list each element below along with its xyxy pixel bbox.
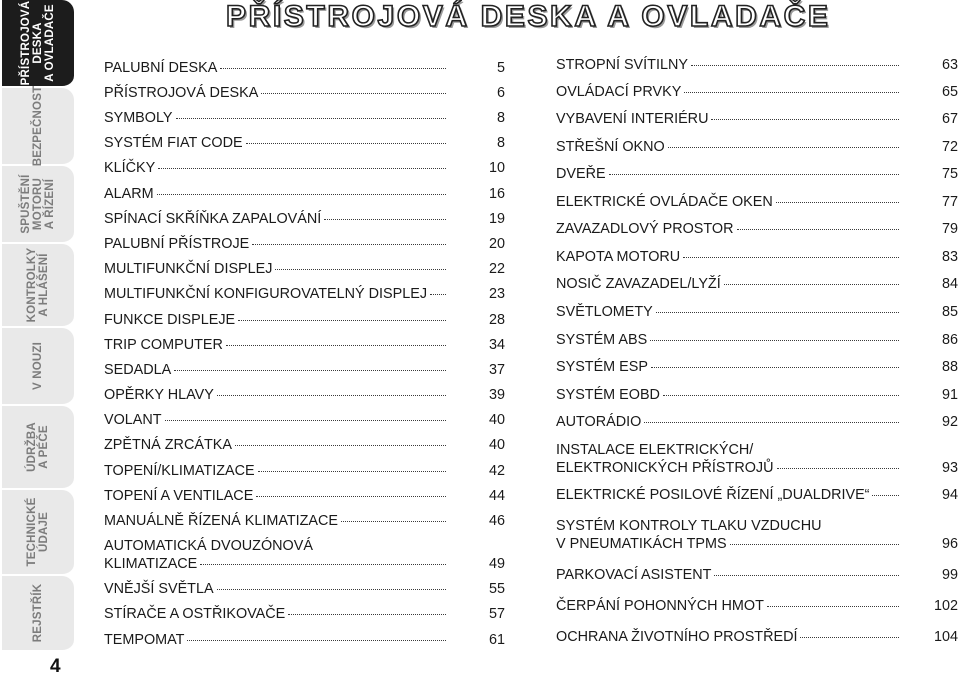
toc-entry-label: SEDADLA xyxy=(104,362,172,378)
toc-entry-page xyxy=(449,60,505,77)
tab-technicke-udaje[interactable] xyxy=(2,490,74,576)
toc-entry[interactable] xyxy=(556,84,958,101)
dot-leader xyxy=(872,495,899,496)
toc-entry[interactable] xyxy=(556,221,958,238)
dot-leader xyxy=(711,119,899,120)
page-ref: 85 xyxy=(941,304,958,320)
tab-label: PŘÍSTROJOVÁ DESKA A OVLADAČE xyxy=(20,0,56,86)
toc-entry-label: SYSTÉM ABS xyxy=(556,332,648,348)
toc-entry-label: KLIMATIZACE xyxy=(104,556,198,572)
toc-entry-page xyxy=(902,166,958,183)
toc-entry-label: STROPNÍ SVÍTILNY xyxy=(556,57,688,73)
page-ref: 55 xyxy=(488,581,505,597)
toc-entry-label-line1: AUTOMATICKÁ DVOUZÓNOVÁ xyxy=(104,538,313,554)
toc-entry-page xyxy=(902,536,958,553)
dot-leader xyxy=(609,174,899,175)
toc-entry-page xyxy=(449,261,505,278)
toc-entry-label: NOSIČ ZAVAZADEL/LYŽÍ xyxy=(556,276,721,292)
toc-entry[interactable] xyxy=(104,261,505,278)
toc-entry[interactable] xyxy=(104,135,505,152)
toc-entry-page xyxy=(902,359,958,376)
toc-entry-label: SYSTÉM EOBD xyxy=(556,387,660,403)
page-ref: 20 xyxy=(488,236,505,252)
page-ref: 61 xyxy=(488,632,505,648)
toc-entry-page xyxy=(449,236,505,253)
toc-entry[interactable] xyxy=(104,606,505,623)
toc-entry-page xyxy=(449,488,505,505)
tab-kontrolky[interactable] xyxy=(2,244,74,328)
dot-leader xyxy=(683,257,899,258)
toc-entry-page xyxy=(902,332,958,349)
dot-leader xyxy=(656,312,899,313)
page-ref: 67 xyxy=(941,111,958,127)
page-ref: 40 xyxy=(488,437,505,453)
toc-entry-label: ZAVAZADLOVÝ PROSTOR xyxy=(556,221,734,237)
toc-entry[interactable] xyxy=(104,85,505,102)
toc-entry-label: MULTIFUNKČNÍ KONFIGUROVATELNÝ DISPLEJ xyxy=(104,286,428,302)
dot-leader xyxy=(217,589,446,590)
toc-entry-label: VOLANT xyxy=(104,412,162,428)
dot-leader xyxy=(644,422,899,423)
toc-entry[interactable] xyxy=(556,536,958,553)
toc-entry-page xyxy=(902,139,958,156)
page-ref: 104 xyxy=(933,629,958,645)
toc-entry-label: KLÍČKY xyxy=(104,160,156,176)
toc-entry-page xyxy=(449,412,505,429)
page-ref: 77 xyxy=(941,194,958,210)
toc-entry[interactable] xyxy=(104,437,505,454)
page-ref: 63 xyxy=(941,57,958,73)
toc-entry-label: TEMPOMAT xyxy=(104,632,185,648)
toc-entry[interactable] xyxy=(556,567,958,584)
dot-leader xyxy=(663,395,899,396)
dot-leader xyxy=(258,471,446,472)
dot-leader xyxy=(288,614,446,615)
toc-entry-label: MULTIFUNKČNÍ DISPLEJ xyxy=(104,261,273,277)
dot-leader xyxy=(220,68,446,69)
toc-entry[interactable] xyxy=(104,211,505,228)
page-ref: 96 xyxy=(941,536,958,552)
dot-leader xyxy=(767,606,899,607)
toc-entry[interactable] xyxy=(104,412,505,429)
toc-entry-label: DVEŘE xyxy=(556,166,606,182)
toc-entry-label: V PNEUMATIKÁCH TPMS xyxy=(556,536,727,552)
toc-entry-page xyxy=(902,194,958,211)
tab-bezpecnost[interactable] xyxy=(2,85,74,167)
toc-entry[interactable] xyxy=(556,57,958,74)
toc-entry[interactable] xyxy=(556,304,958,321)
toc-entry-page xyxy=(449,632,505,649)
dot-leader xyxy=(261,93,446,94)
toc-entry[interactable] xyxy=(104,236,505,253)
toc-entry-page xyxy=(902,387,958,404)
dot-leader xyxy=(800,637,899,638)
toc-entry-page xyxy=(902,487,958,504)
toc-entry-page xyxy=(902,111,958,128)
dot-leader xyxy=(174,370,446,371)
dot-leader xyxy=(651,367,899,368)
page-ref: 8 xyxy=(496,110,505,126)
chapter-sidebar xyxy=(0,0,76,678)
tab-label: ÚDRŽBA A PÉČE xyxy=(26,422,50,472)
toc-entry[interactable] xyxy=(104,463,505,480)
toc-entry-page xyxy=(902,414,958,431)
page-ref: 65 xyxy=(941,84,958,100)
page-ref: 5 xyxy=(496,60,505,76)
page-ref: 93 xyxy=(941,460,958,476)
toc-entry-page xyxy=(449,362,505,379)
page-ref: 86 xyxy=(941,332,958,348)
toc-entry[interactable] xyxy=(104,286,505,303)
toc-entry-page xyxy=(449,556,505,573)
toc-entry-label: ČERPÁNÍ POHONNÝCH HMOT xyxy=(556,598,764,614)
page-ref: 72 xyxy=(941,139,958,155)
page-ref: 88 xyxy=(941,359,958,375)
toc-entry[interactable] xyxy=(104,160,505,177)
dot-leader xyxy=(275,269,446,270)
tab-label: SPUŠTĚNÍ MOTORU A ŘÍZENÍ xyxy=(20,174,56,234)
toc-entry-label: PALUBNÍ DESKA xyxy=(104,60,218,76)
toc-entry-label: SYSTÉM FIAT CODE xyxy=(104,135,243,151)
toc-entry[interactable] xyxy=(556,487,958,504)
toc-entry[interactable] xyxy=(104,556,505,573)
page-ref: 19 xyxy=(488,211,505,227)
toc-entry-label: OVLÁDACÍ PRVKY xyxy=(556,84,682,100)
toc-entry[interactable] xyxy=(104,110,505,127)
toc-entry-label: TOPENÍ/KLIMATIZACE xyxy=(104,463,255,479)
page-ref: 37 xyxy=(488,362,505,378)
toc-entry-label: OCHRANA ŽIVOTNÍHO PROSTŘEDÍ xyxy=(556,629,798,645)
toc-entry-label: FUNKCE DISPLEJE xyxy=(104,312,236,328)
page-ref: 16 xyxy=(488,186,505,202)
toc-entry-label: KAPOTA MOTORU xyxy=(556,249,681,265)
toc-entry[interactable] xyxy=(104,513,505,530)
dot-leader xyxy=(730,544,899,545)
toc-entry-label: ZPĚTNÁ ZRCÁTKA xyxy=(104,437,232,453)
toc-entry-page xyxy=(449,463,505,480)
toc-entry[interactable] xyxy=(556,460,958,477)
tab-label: REJSTŘÍK xyxy=(32,583,44,643)
dot-leader xyxy=(200,564,446,565)
toc-entry-label: ALARM xyxy=(104,186,154,202)
toc-entry-label: VNĚJŠÍ SVĚTLA xyxy=(104,581,214,597)
dot-leader xyxy=(256,496,446,497)
dot-leader xyxy=(158,168,446,169)
toc-entry[interactable] xyxy=(556,387,958,404)
toc-entry[interactable] xyxy=(556,359,958,376)
toc-entry-page xyxy=(449,513,505,530)
toc-entry-label: SPÍNACÍ SKŘÍŇKA ZAPALOVÁNÍ xyxy=(104,211,322,227)
toc-entry-page xyxy=(449,312,505,329)
toc-entry[interactable] xyxy=(104,60,505,77)
toc-entry-label: SVĚTLOMETY xyxy=(556,304,653,320)
toc-entry-page xyxy=(902,598,958,615)
page-ref: 99 xyxy=(941,567,958,583)
dot-leader xyxy=(235,445,446,446)
toc-entry[interactable] xyxy=(556,332,958,349)
dot-leader xyxy=(724,284,899,285)
toc-entry-label: AUTORÁDIO xyxy=(556,414,642,430)
dot-leader xyxy=(714,575,899,576)
dot-leader xyxy=(157,194,446,195)
toc-entry[interactable] xyxy=(104,337,505,354)
toc-entry-page xyxy=(449,337,505,354)
page-ref: 44 xyxy=(488,488,505,504)
page-ref: 84 xyxy=(941,276,958,292)
tab-label: TECHNICKÉ ÚDAJE xyxy=(26,497,50,567)
dot-leader xyxy=(217,395,446,396)
toc-entry-label: MANUÁLNĚ ŘÍZENÁ KLIMATIZACE xyxy=(104,513,339,529)
toc-entry-page xyxy=(449,211,505,228)
toc-entry[interactable] xyxy=(104,387,505,404)
page-ref: 6 xyxy=(496,85,505,101)
toc-entry-label-line1: SYSTÉM KONTROLY TLAKU VZDUCHU xyxy=(556,518,822,534)
tab-spusteni-motoru[interactable] xyxy=(2,166,74,244)
toc-entry[interactable] xyxy=(556,414,958,431)
page-ref: 92 xyxy=(941,414,958,430)
toc-entry[interactable] xyxy=(556,166,958,183)
page-ref: 94 xyxy=(941,487,958,503)
toc-entry-label: ELEKTRICKÉ OVLÁDAČE OKEN xyxy=(556,194,773,210)
page-ref: 23 xyxy=(488,286,505,302)
page-ref: 39 xyxy=(488,387,505,403)
toc-entry-label: TRIP COMPUTER xyxy=(104,337,223,353)
page-ref: 46 xyxy=(488,513,505,529)
dot-leader xyxy=(341,521,446,522)
page-ref: 40 xyxy=(488,412,505,428)
dot-leader xyxy=(684,92,899,93)
toc-entry-page xyxy=(449,606,505,623)
toc-entry-label: OPĚRKY HLAVY xyxy=(104,387,214,403)
toc-entry[interactable] xyxy=(104,186,505,203)
dot-leader xyxy=(246,143,446,144)
page-ref: 42 xyxy=(488,463,505,479)
dot-leader xyxy=(430,294,446,295)
toc-entry-label: PALUBNÍ PŘÍSTROJE xyxy=(104,236,250,252)
toc-entry[interactable] xyxy=(556,194,958,211)
tab-label: BEZPEČNOST xyxy=(32,85,44,167)
toc-entry-page xyxy=(449,110,505,127)
toc-entry-label: PŘÍSTROJOVÁ DESKA xyxy=(104,85,259,101)
dot-leader xyxy=(777,468,900,469)
page-ref: 34 xyxy=(488,337,505,353)
toc-entry-page xyxy=(902,84,958,101)
dot-leader xyxy=(737,229,899,230)
toc-entry-label: STŘEŠNÍ OKNO xyxy=(556,139,665,155)
dot-leader xyxy=(668,147,899,148)
page-ref: 8 xyxy=(496,135,505,151)
page-number: 4 xyxy=(50,656,61,677)
toc-entry-label: SYMBOLY xyxy=(104,110,173,126)
tab-v-nouzi[interactable] xyxy=(2,328,74,406)
page-ref: 79 xyxy=(941,221,958,237)
dot-leader xyxy=(776,202,899,203)
toc-entry-page xyxy=(449,186,505,203)
dot-leader xyxy=(252,244,446,245)
page-ref: 10 xyxy=(488,160,505,176)
page-ref: 22 xyxy=(488,261,505,277)
toc-entry-page xyxy=(449,581,505,598)
toc-entry-label: ELEKTRICKÉ POSILOVÉ ŘÍZENÍ „DUALDRIVE“ xyxy=(556,487,870,503)
toc-entry-page xyxy=(902,57,958,74)
toc-entry[interactable] xyxy=(556,629,958,646)
dot-leader xyxy=(324,219,446,220)
toc-entry-page xyxy=(902,276,958,293)
dot-leader xyxy=(238,320,446,321)
toc-entry[interactable] xyxy=(556,276,958,293)
toc-entry-page xyxy=(902,629,958,646)
toc-entry-page xyxy=(449,135,505,152)
toc-entry[interactable] xyxy=(104,312,505,329)
toc-entry[interactable] xyxy=(104,488,505,505)
tab-label: KONTROLKY A HLÁŠENÍ xyxy=(26,247,50,323)
page-ref: 75 xyxy=(941,166,958,182)
toc-entry-page xyxy=(902,249,958,266)
dot-leader xyxy=(176,118,446,119)
toc-entry-label: SYSTÉM ESP xyxy=(556,359,648,375)
tab-label: V NOUZI xyxy=(32,341,44,391)
page-ref: 83 xyxy=(941,249,958,265)
dot-leader xyxy=(650,340,899,341)
dot-leader xyxy=(165,420,446,421)
page-ref: 57 xyxy=(488,606,505,622)
page-ref: 91 xyxy=(941,387,958,403)
page-ref: 102 xyxy=(933,598,958,614)
page-ref: 28 xyxy=(488,312,505,328)
toc-entry-page xyxy=(902,460,958,477)
toc-entry[interactable] xyxy=(556,249,958,266)
toc-entry-label-line1: INSTALACE ELEKTRICKÝCH/ xyxy=(556,442,754,458)
toc-entry[interactable] xyxy=(104,581,505,598)
toc-entry[interactable] xyxy=(104,632,505,649)
page-title: PŘÍSTROJOVÁ DESKA A OVLADAČE xyxy=(226,0,831,33)
toc-entry[interactable] xyxy=(104,362,505,379)
toc-entry-label: STÍRAČE A OSTŘIKOVAČE xyxy=(104,606,286,622)
toc-entry-label: TOPENÍ A VENTILACE xyxy=(104,488,254,504)
toc-entry-page xyxy=(449,286,505,303)
toc-entry-page xyxy=(449,85,505,102)
page-ref: 49 xyxy=(488,556,505,572)
toc-entry[interactable] xyxy=(556,139,958,156)
toc-entry[interactable] xyxy=(556,598,958,615)
dot-leader xyxy=(187,640,446,641)
toc-entry-page xyxy=(449,387,505,404)
tab-udrzba[interactable] xyxy=(2,406,74,490)
dot-leader xyxy=(226,345,446,346)
toc-entry-page xyxy=(449,437,505,454)
toc-entry-page xyxy=(902,567,958,584)
toc-entry-page xyxy=(902,304,958,321)
toc-entry-label: ELEKTRONICKÝCH PŘÍSTROJŮ xyxy=(556,460,774,476)
toc-entry-page xyxy=(449,160,505,177)
toc-entry[interactable] xyxy=(556,111,958,128)
tab-pristrojova-deska[interactable] xyxy=(2,0,74,88)
tab-rejstrik[interactable] xyxy=(2,576,74,652)
dot-leader xyxy=(691,65,899,66)
toc-entry-page xyxy=(902,221,958,238)
toc-entry-label: PARKOVACÍ ASISTENT xyxy=(556,567,712,583)
toc-entry-label: VYBAVENÍ INTERIÉRU xyxy=(556,111,709,127)
